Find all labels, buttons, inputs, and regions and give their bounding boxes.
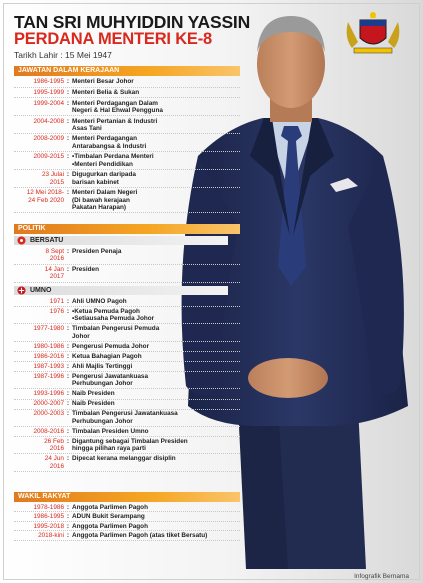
row-separator: : bbox=[66, 372, 70, 380]
source-credit: Infografik Bernama bbox=[354, 573, 409, 580]
row-description bbox=[72, 400, 240, 407]
row-year-line: 1971 bbox=[49, 297, 64, 305]
timeline-row bbox=[14, 116, 240, 134]
timeline-row bbox=[14, 503, 240, 512]
row-description-line: • Timbalan Perdana Menteri bbox=[72, 153, 240, 160]
timeline-row bbox=[14, 307, 240, 324]
row-description-line: Pakatan Harapan) bbox=[72, 203, 126, 211]
row-description bbox=[72, 171, 240, 186]
row-separator: : bbox=[66, 307, 70, 315]
timeline-row bbox=[14, 454, 240, 471]
timeline-row bbox=[14, 188, 240, 213]
row-description bbox=[72, 298, 240, 305]
row-year bbox=[14, 343, 64, 350]
row-year-line: 14 Jan bbox=[44, 266, 64, 274]
row-year-line: 23 Julai bbox=[41, 171, 64, 179]
row-separator: : bbox=[66, 78, 70, 86]
row-separator: : bbox=[66, 266, 70, 274]
row-year-line: 2016 bbox=[49, 462, 64, 470]
row-description bbox=[72, 455, 240, 462]
row-year-line: 2008-2016 bbox=[33, 427, 64, 435]
row-year-line: 2016 bbox=[49, 255, 64, 263]
row-description bbox=[72, 248, 240, 255]
row-year-line: 24 Feb 2020 bbox=[28, 196, 64, 204]
row-description bbox=[72, 363, 240, 370]
row-description-line: Presiden Penaja bbox=[72, 248, 122, 256]
row-year bbox=[14, 410, 64, 417]
timeline-row bbox=[14, 88, 240, 99]
row-description bbox=[72, 373, 240, 388]
row-description-line: Menteri Perdagangan Dalam bbox=[72, 99, 158, 107]
row-description-line: Negeri & Hal Ehwal Pengguna bbox=[72, 106, 163, 114]
row-description-line: Ketua Bahagian Pagoh bbox=[72, 352, 142, 360]
row-description bbox=[72, 438, 240, 453]
row-year-line: 2000-2003 bbox=[33, 410, 64, 418]
dob-label: Tarikh Lahir : bbox=[14, 50, 63, 60]
row-description-line: Naib Presiden bbox=[72, 390, 115, 398]
row-year bbox=[14, 363, 64, 370]
row-description-line: Perhubungan Johor bbox=[72, 417, 133, 425]
row-description-line: Johor bbox=[72, 332, 90, 340]
row-description bbox=[72, 308, 240, 323]
row-separator: : bbox=[66, 532, 70, 540]
row-description-line: • Menteri Pendidikan bbox=[72, 161, 240, 168]
row-description-line: Menteri Pertanian & Industri bbox=[72, 117, 158, 125]
umno-subheader bbox=[14, 286, 228, 295]
row-description-line: Menteri Perdagangan bbox=[72, 135, 137, 143]
row-year bbox=[14, 400, 64, 407]
umno-label: UMNO bbox=[30, 287, 52, 294]
row-year-line: 2000-2007 bbox=[33, 400, 64, 408]
row-year-line: 1986-1995 bbox=[33, 78, 64, 86]
row-description-line: Menteri Besar Johor bbox=[72, 78, 134, 86]
row-description bbox=[72, 390, 240, 397]
row-description-line: (Di bawah kerajaan bbox=[72, 196, 130, 204]
row-year bbox=[14, 89, 64, 96]
row-year-line: 2018-kini bbox=[38, 532, 64, 540]
row-separator: : bbox=[66, 390, 70, 398]
row-year-line: 1976 bbox=[49, 307, 64, 315]
row-description-line: Ahli UMNO Pagoh bbox=[72, 297, 127, 305]
row-year-line: 1995-2018 bbox=[33, 522, 64, 530]
timeline-row bbox=[14, 352, 240, 362]
row-separator: : bbox=[66, 503, 70, 511]
timeline-row bbox=[14, 362, 240, 372]
row-year bbox=[14, 266, 64, 281]
row-year bbox=[14, 438, 64, 453]
row-separator: : bbox=[66, 171, 70, 179]
person-name: TAN SRI MUHYIDDIN YASSIN bbox=[14, 12, 251, 32]
row-separator: : bbox=[66, 342, 70, 350]
row-year-line: 1987-1993 bbox=[33, 362, 64, 370]
timeline-row bbox=[14, 247, 240, 265]
row-year-line: 12 Mei 2018- bbox=[26, 189, 64, 197]
row-description-line: Digantung sebagai Timbalan Presiden bbox=[72, 437, 188, 445]
row-description bbox=[72, 78, 240, 85]
row-year bbox=[14, 353, 64, 360]
timeline-row bbox=[14, 297, 240, 307]
row-description-line: • Setiausaha Pemuda Johor bbox=[72, 315, 240, 322]
row-description-line: Menteri Belia & Sukan bbox=[72, 88, 140, 96]
row-description-line: hingga pilihan raya parti bbox=[72, 445, 146, 453]
row-description bbox=[72, 118, 240, 133]
row-year bbox=[14, 248, 64, 263]
row-description-line: Asas Tani bbox=[72, 124, 102, 132]
row-year bbox=[14, 78, 64, 85]
timeline-row bbox=[14, 512, 240, 521]
row-year-line: 1978-1986 bbox=[33, 503, 64, 511]
row-description bbox=[72, 353, 240, 360]
timeline-row bbox=[14, 372, 240, 389]
row-description-line: Antarabangsa & Industri bbox=[72, 142, 147, 150]
row-description bbox=[72, 523, 240, 530]
row-separator: : bbox=[66, 248, 70, 256]
timeline-row bbox=[14, 324, 240, 341]
row-description bbox=[72, 153, 240, 168]
section-politik-header: POLITIK bbox=[14, 224, 240, 234]
row-description bbox=[72, 513, 240, 520]
row-year bbox=[14, 428, 64, 435]
bersatu-list bbox=[14, 247, 240, 283]
row-description-line: Pengerusi Jawatankuasa bbox=[72, 372, 149, 380]
timeline-row bbox=[14, 77, 240, 88]
row-year-line: 2017 bbox=[49, 273, 64, 281]
row-separator: : bbox=[66, 513, 70, 521]
row-separator: : bbox=[66, 455, 70, 463]
row-separator: : bbox=[66, 362, 70, 370]
timeline-row bbox=[14, 265, 240, 283]
coat-of-arms-icon bbox=[338, 12, 408, 54]
row-description-line: Ahli Majlis Tertinggi bbox=[72, 362, 133, 370]
section-wakil-header: WAKIL RAKYAT bbox=[14, 492, 240, 502]
row-year-line: 2009-2015 bbox=[33, 153, 64, 161]
row-year bbox=[14, 135, 64, 142]
row-separator: : bbox=[66, 99, 70, 107]
row-description bbox=[72, 266, 240, 273]
row-description-line: barisan kabinet bbox=[72, 178, 119, 186]
row-description bbox=[72, 343, 240, 350]
bersatu-label: BERSATU bbox=[30, 237, 64, 244]
timeline-row bbox=[14, 389, 240, 399]
row-year-line: 1993-1996 bbox=[33, 390, 64, 398]
row-description-line: • Ketua Pemuda Pagoh bbox=[72, 308, 240, 315]
row-description bbox=[72, 135, 240, 150]
row-year-line: 2016 bbox=[49, 445, 64, 453]
row-separator: : bbox=[66, 427, 70, 435]
row-separator: : bbox=[66, 325, 70, 333]
row-separator: : bbox=[66, 153, 70, 161]
row-description-line: Menteri Dalam Negeri bbox=[72, 189, 138, 197]
umno-list bbox=[14, 297, 240, 472]
row-year bbox=[14, 298, 64, 305]
row-description-line: Timbalan Presiden Umno bbox=[72, 427, 149, 435]
row-description bbox=[72, 189, 240, 211]
row-description-line: Perhubungan Johor bbox=[72, 380, 133, 388]
row-description-line: Digugurkan daripada bbox=[72, 171, 136, 179]
dob-value: 15 Mei 1947 bbox=[65, 50, 112, 60]
row-description bbox=[72, 532, 240, 539]
timeline-row bbox=[14, 98, 240, 116]
row-description-line: Pengerusi Pemuda Johor bbox=[72, 342, 150, 350]
timeline-row bbox=[14, 427, 240, 437]
wakil-list bbox=[14, 503, 240, 541]
row-year-line: 8 Sept bbox=[45, 248, 64, 256]
row-description bbox=[72, 89, 240, 96]
row-separator: : bbox=[66, 522, 70, 530]
row-description bbox=[72, 428, 240, 435]
row-year-line: 24 Jun bbox=[44, 455, 64, 463]
row-separator: : bbox=[66, 400, 70, 408]
row-year-line: 1986-1995 bbox=[33, 513, 64, 521]
bersatu-flower-icon bbox=[17, 236, 26, 245]
row-separator: : bbox=[66, 135, 70, 143]
timeline-row bbox=[14, 531, 240, 540]
row-year bbox=[14, 532, 64, 539]
timeline-row bbox=[14, 152, 240, 170]
row-year bbox=[14, 308, 64, 315]
row-year bbox=[14, 100, 64, 107]
row-year bbox=[14, 504, 64, 511]
umno-logo-icon bbox=[17, 286, 26, 295]
timeline-row bbox=[14, 410, 240, 427]
row-separator: : bbox=[66, 189, 70, 197]
row-year bbox=[14, 373, 64, 380]
row-year-line: 2008-2009 bbox=[33, 135, 64, 143]
row-separator: : bbox=[66, 352, 70, 360]
row-year-line: 1999-2004 bbox=[33, 99, 64, 107]
row-year bbox=[14, 390, 64, 397]
timeline-row bbox=[14, 522, 240, 531]
row-separator: : bbox=[66, 437, 70, 445]
row-year-line: 2004-2008 bbox=[33, 117, 64, 125]
row-year bbox=[14, 118, 64, 125]
timeline-row bbox=[14, 437, 240, 454]
person-title: PERDANA MENTERI KE-8 bbox=[14, 30, 212, 48]
row-year bbox=[14, 153, 64, 160]
row-year-line: 1980-1986 bbox=[33, 342, 64, 350]
row-year-line: 2015 bbox=[49, 178, 64, 186]
bersatu-subheader bbox=[14, 236, 228, 245]
row-year-line: 26 Feb bbox=[44, 437, 64, 445]
row-description bbox=[72, 100, 240, 115]
row-description bbox=[72, 410, 240, 425]
row-year bbox=[14, 513, 64, 520]
row-description-line: Naib Presiden bbox=[72, 400, 115, 408]
row-separator: : bbox=[66, 88, 70, 96]
row-description bbox=[72, 325, 240, 340]
row-year-line: 1995-1999 bbox=[33, 88, 64, 96]
date-of-birth bbox=[14, 50, 112, 60]
jawatan-list bbox=[14, 77, 240, 213]
row-year-line: 1986-2016 bbox=[33, 352, 64, 360]
timeline-row bbox=[14, 134, 240, 152]
row-description-line: Presiden bbox=[72, 266, 99, 274]
timeline-row bbox=[14, 342, 240, 352]
section-jawatan-header: JAWATAN DALAM KERAJAAN bbox=[14, 66, 240, 76]
row-year bbox=[14, 171, 64, 186]
row-separator: : bbox=[66, 297, 70, 305]
row-year bbox=[14, 523, 64, 530]
row-year-line: 1987-1996 bbox=[33, 372, 64, 380]
row-year-line: 1977-1980 bbox=[33, 325, 64, 333]
row-description-line: Dipecat kerana melanggar disiplin bbox=[72, 455, 176, 463]
row-description-line: Anggota Parlimen Pagoh (atas tiket Bersatu) bbox=[72, 532, 208, 540]
row-description-line: Timbalan Pengerusi Jawatankuasa bbox=[72, 410, 178, 418]
row-description-line: Timbalan Pengerusi Pemuda bbox=[72, 325, 160, 333]
row-year bbox=[14, 325, 64, 332]
row-year bbox=[14, 189, 64, 204]
row-separator: : bbox=[66, 117, 70, 125]
row-description-line: Anggota Parlimen Pagoh bbox=[72, 503, 148, 511]
timeline-row bbox=[14, 170, 240, 188]
timeline-row bbox=[14, 400, 240, 410]
row-description-line: Anggota Parlimen Pagoh bbox=[72, 522, 148, 530]
row-year bbox=[14, 455, 64, 470]
row-description bbox=[72, 504, 240, 511]
row-description-line: ADUN Bukit Serampang bbox=[72, 513, 145, 521]
row-separator: : bbox=[66, 410, 70, 418]
